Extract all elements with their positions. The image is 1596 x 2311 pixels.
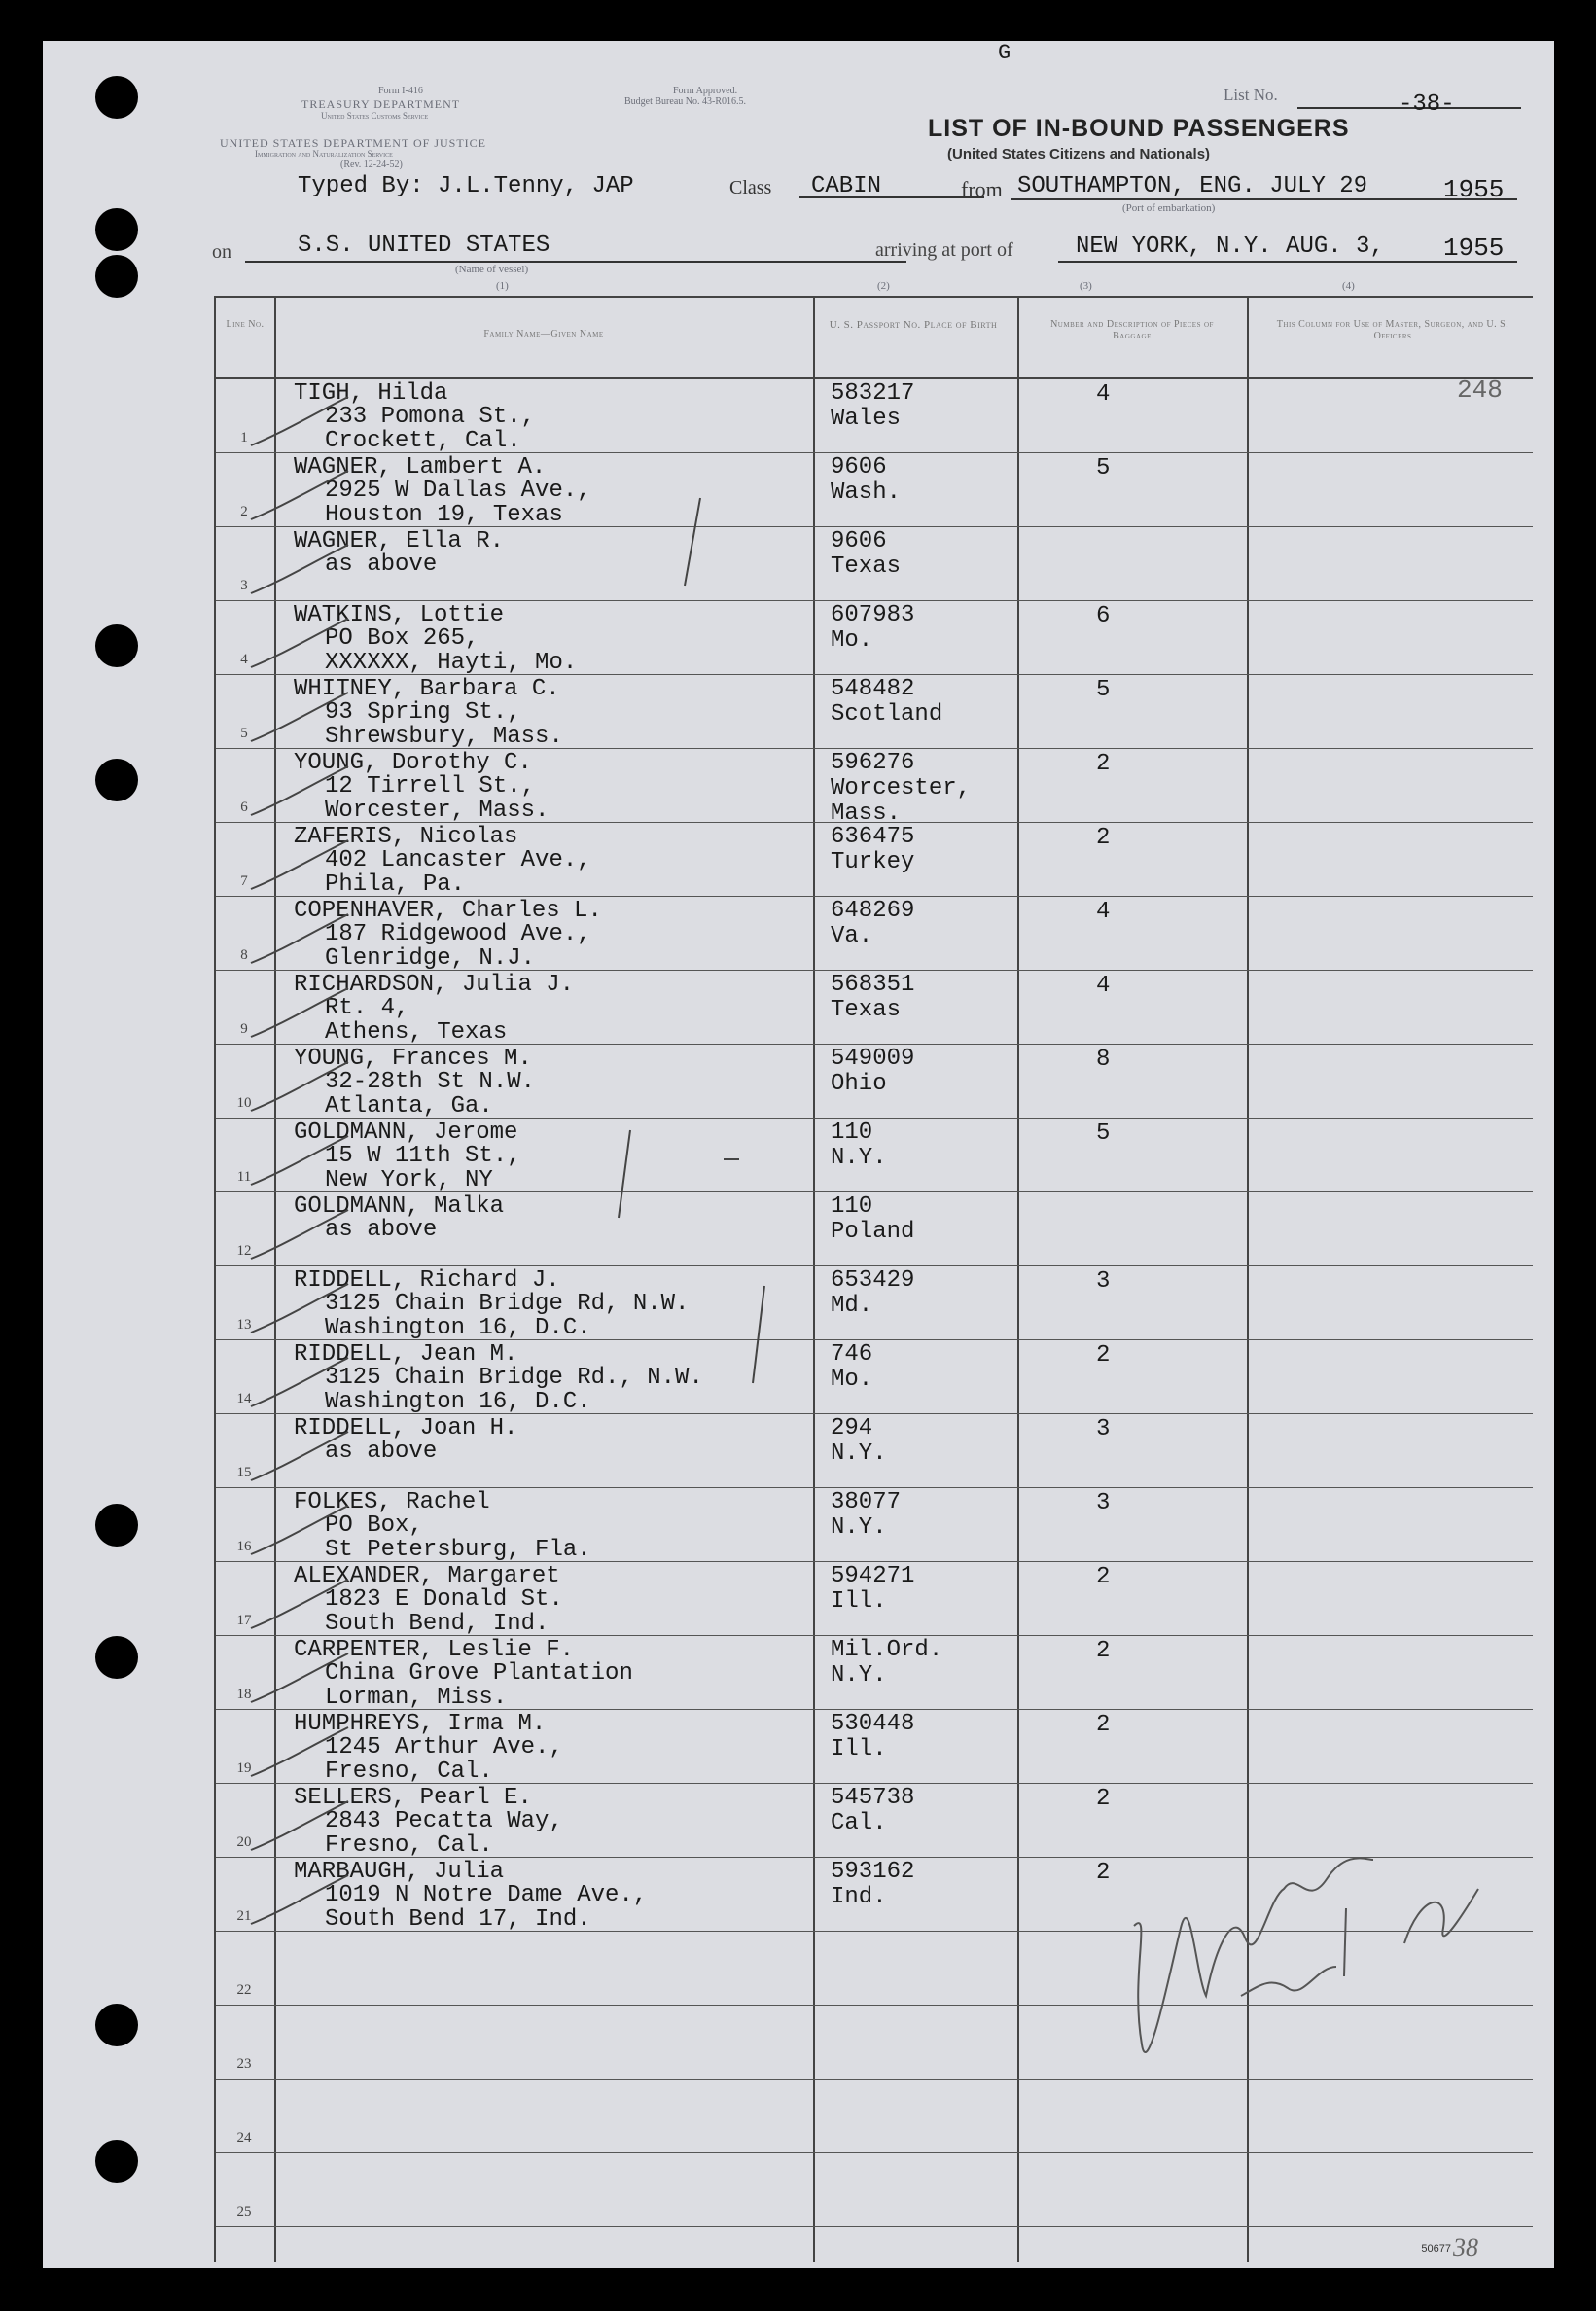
binder-hole <box>95 2004 138 2046</box>
address-line-1: as above <box>325 551 438 578</box>
place-of-birth: Mo. <box>831 1367 873 1393</box>
passport-number: 110 <box>831 1193 873 1220</box>
address-line-2: South Bend, Ind. <box>325 1611 550 1637</box>
passenger-name: ZAFERIS, Nicolas <box>294 824 518 850</box>
passport-number: 653429 <box>831 1267 915 1294</box>
line-number: 11 <box>236 1169 252 1185</box>
address-line-2: Fresno, Cal. <box>325 1832 493 1859</box>
department-of-justice: UNITED STATES DEPARTMENT OF JUSTICE <box>220 136 487 150</box>
passport-number: 549009 <box>831 1046 915 1072</box>
passenger-name: SELLERS, Pearl E. <box>294 1785 532 1811</box>
line-number: 25 <box>236 2204 252 2220</box>
address-line-1: 15 W 11th St., <box>325 1143 521 1169</box>
baggage-count: 2 <box>1096 1342 1111 1369</box>
passport-number: 583217 <box>831 380 915 407</box>
address-line-2: Washington 16, D.C. <box>325 1389 591 1415</box>
place-of-birth: Ohio <box>831 1071 887 1097</box>
line-number: 10 <box>236 1095 252 1111</box>
budget-bureau: Budget Bureau No. 43-R016.5. <box>624 96 746 107</box>
passport-number: 636475 <box>831 824 915 850</box>
passenger-name: COPENHAVER, Charles L. <box>294 898 602 924</box>
from-label: from <box>961 177 1003 201</box>
baggage-count: 3 <box>1096 1490 1111 1516</box>
address-line-1: 93 Spring St., <box>325 699 521 726</box>
binder-hole <box>95 2140 138 2183</box>
baggage-count: 3 <box>1096 1268 1111 1295</box>
passport-number: 607983 <box>831 602 915 628</box>
address-line-1: China Grove Plantation <box>325 1660 633 1687</box>
passport-number: 38077 <box>831 1489 902 1515</box>
place-of-birth: Cal. <box>831 1810 887 1836</box>
address-line-2: Crockett, Cal. <box>325 428 521 454</box>
passenger-name: GOLDMANN, Malka <box>294 1193 505 1220</box>
address-line-1: 3125 Chain Bridge Rd., N.W. <box>325 1365 703 1391</box>
passenger-name: FOLKES, Rachel <box>294 1489 490 1515</box>
col-header-officers: This Column for Use of Master, Surgeon, and U. S. Officers <box>1276 319 1509 341</box>
passenger-name: WAGNER, Ella R. <box>294 528 505 554</box>
address-line-1: 3125 Chain Bridge Rd, N.W. <box>325 1291 690 1317</box>
col-header-line: Line No. <box>226 319 265 330</box>
baggage-count: 2 <box>1096 1712 1111 1738</box>
address-line-1: 2843 Pecatta Way, <box>325 1808 563 1834</box>
passenger-name: ALEXANDER, Margaret <box>294 1563 560 1589</box>
form-number: Form I-416 <box>378 86 423 96</box>
passport-number: 648269 <box>831 898 915 924</box>
on-label: on <box>212 241 231 263</box>
address-line-1: 402 Lancaster Ave., <box>325 847 591 873</box>
baggage-count: 3 <box>1096 1416 1111 1442</box>
passenger-name: RIDDELL, Joan H. <box>294 1415 518 1441</box>
passenger-name: HUMPHREYS, Irma M. <box>294 1711 547 1737</box>
line-number: 4 <box>240 652 248 667</box>
place-of-birth: Ind. <box>831 1884 887 1910</box>
line-number: 3 <box>240 578 248 593</box>
typed-by: Typed By: J.L.Tenny, JAP <box>298 173 634 199</box>
class-value: CABIN <box>811 173 882 199</box>
form-approved: Form Approved. <box>673 86 738 96</box>
baggage-count: 4 <box>1096 973 1111 999</box>
baggage-count: 8 <box>1096 1047 1111 1073</box>
binder-hole <box>95 76 138 119</box>
place-of-birth: Worcester, <box>831 775 972 801</box>
passport-number: 548482 <box>831 676 915 702</box>
passenger-name: WHITNEY, Barbara C. <box>294 676 560 702</box>
verification-marks <box>619 498 764 1383</box>
binder-hole <box>95 208 138 251</box>
baggage-count: 5 <box>1096 1120 1111 1147</box>
baggage-count: 4 <box>1096 899 1111 925</box>
passenger-name: RIDDELL, Jean M. <box>294 1341 518 1368</box>
address-line-1: Rt. 4, <box>325 995 409 1021</box>
place-of-birth: N.Y. <box>831 1662 887 1689</box>
address-line-1: 233 Pomona St., <box>325 404 536 430</box>
place-of-birth: Va. <box>831 923 873 949</box>
line-number: 6 <box>240 800 248 815</box>
embarkation-year: 1955 <box>1443 175 1505 204</box>
vessel-caption: (Name of vessel) <box>455 264 529 275</box>
passenger-name: MARBAUGH, Julia <box>294 1859 505 1885</box>
officer-note: 248 <box>1457 375 1503 405</box>
revision-date: (Rev. 12-24-52) <box>340 160 403 170</box>
passenger-name: RICHARDSON, Julia J. <box>294 972 575 998</box>
place-of-birth: Wash. <box>831 480 902 506</box>
passenger-name: WAGNER, Lambert A. <box>294 454 547 480</box>
passport-number: 530448 <box>831 1711 915 1737</box>
place-of-birth: Ill. <box>831 1588 887 1615</box>
place-of-birth: Poland <box>831 1219 915 1245</box>
list-number: -38- <box>1399 91 1455 118</box>
address-line-1: as above <box>325 1439 438 1465</box>
col-4-number: (4) <box>1342 280 1355 292</box>
baggage-count: 2 <box>1096 1564 1111 1590</box>
binder-hole <box>95 624 138 667</box>
line-number: 13 <box>236 1317 252 1333</box>
address-line-1: 12 Tirrell St., <box>325 773 536 800</box>
passport-number: 746 <box>831 1341 873 1368</box>
arriving-label: arriving at port of <box>875 239 1013 261</box>
baggage-count: 6 <box>1096 603 1111 629</box>
line-number: 16 <box>236 1539 252 1554</box>
passport-number: 294 <box>831 1415 873 1441</box>
address-line-1: as above <box>325 1217 438 1243</box>
line-number: 5 <box>240 726 248 741</box>
address-line-2: Shrewsbury, Mass. <box>325 724 563 750</box>
line-number: 18 <box>236 1687 252 1702</box>
passenger-name: YOUNG, Frances M. <box>294 1046 532 1072</box>
address-line-1: 187 Ridgewood Ave., <box>325 921 591 947</box>
line-number: 8 <box>240 947 248 963</box>
line-number: 19 <box>236 1760 252 1776</box>
place-of-birth: N.Y. <box>831 1514 887 1541</box>
baggage-count: 2 <box>1096 1638 1111 1664</box>
baggage-count: 2 <box>1096 1860 1111 1886</box>
passenger-name: CARPENTER, Leslie F. <box>294 1637 575 1663</box>
line-number: 21 <box>236 1908 252 1924</box>
address-line-1: 32-28th St N.W. <box>325 1069 536 1095</box>
place-of-birth: Md. <box>831 1293 873 1319</box>
address-line-2: Fresno, Cal. <box>325 1759 493 1785</box>
address-line-1: 1245 Arthur Ave., <box>325 1734 563 1760</box>
col-header-passport: U. S. Passport No. Place of Birth <box>829 319 998 331</box>
place-of-birth: Scotland <box>831 701 943 728</box>
baggage-count: 5 <box>1096 677 1111 703</box>
line-number: 2 <box>240 504 248 519</box>
address-line-2: Glenridge, N.J. <box>325 945 536 972</box>
col-header-name: Family Name—Given Name <box>483 329 604 339</box>
place-of-birth-cont: Mass. <box>831 800 902 827</box>
treasury-department: TREASURY DEPARTMENT <box>301 97 461 111</box>
place-of-birth: N.Y. <box>831 1440 887 1467</box>
passport-number: 545738 <box>831 1785 915 1811</box>
place-of-birth: Turkey <box>831 849 915 875</box>
address-line-2: Athens, Texas <box>325 1019 508 1046</box>
list-no-label: List No. <box>1224 86 1278 104</box>
line-number: 15 <box>236 1465 252 1480</box>
line-number: 7 <box>240 873 248 889</box>
class-label: Class <box>729 177 772 198</box>
port-caption: (Port of embarkation) <box>1122 202 1216 214</box>
vessel-name: S.S. UNITED STATES <box>298 232 550 259</box>
address-line-2: South Bend 17, Ind. <box>325 1906 591 1933</box>
line-number: 24 <box>236 2130 252 2146</box>
passport-number: 593162 <box>831 1859 915 1885</box>
passport-number: 594271 <box>831 1563 915 1589</box>
passport-number: 9606 <box>831 528 887 554</box>
passenger-name: RIDDELL, Richard J. <box>294 1267 560 1294</box>
immigration-service: Immigration and Naturalization Service <box>255 149 393 159</box>
passenger-name: TIGH, Hilda <box>294 380 448 407</box>
address-line-1: PO Box 265, <box>325 625 479 652</box>
baggage-count: 5 <box>1096 455 1111 481</box>
address-line-2: Washington 16, D.C. <box>325 1315 591 1341</box>
inspector-signature <box>1134 1858 1478 2052</box>
baggage-count: 2 <box>1096 825 1111 851</box>
customs-service: United States Customs Service <box>321 111 429 121</box>
place-of-birth: Texas <box>831 553 902 580</box>
place-of-birth: Wales <box>831 406 902 432</box>
line-number: 12 <box>236 1243 252 1259</box>
line-number: 9 <box>240 1021 248 1037</box>
baggage-count: 2 <box>1096 751 1111 777</box>
port-of-embarkation: SOUTHAMPTON, ENG. JULY 29 <box>1017 173 1368 199</box>
address-line-2: Phila, Pa. <box>325 871 466 898</box>
top-mark: G <box>998 41 1011 65</box>
baggage-count: 2 <box>1096 1786 1111 1812</box>
col-1-number: (1) <box>496 280 509 292</box>
line-number: 22 <box>236 1982 252 1998</box>
address-line-1: 1019 N Notre Dame Ave., <box>325 1882 648 1908</box>
line-number: 17 <box>236 1613 252 1628</box>
line-number: 23 <box>236 2056 252 2072</box>
passport-number: 596276 <box>831 750 915 776</box>
passport-number: 568351 <box>831 972 915 998</box>
line-number: 1 <box>240 430 248 445</box>
address-line-2: Houston 19, Texas <box>325 502 563 528</box>
handwriting-overlay <box>43 41 1554 2268</box>
address-line-2: New York, NY <box>325 1167 493 1193</box>
col-3-number: (3) <box>1080 280 1092 292</box>
passenger-name: YOUNG, Dorothy C. <box>294 750 532 776</box>
address-line-2: St Petersburg, Fla. <box>325 1537 591 1563</box>
line-number: 14 <box>236 1391 252 1406</box>
passport-number: Mil.Ord. <box>831 1637 943 1663</box>
form-title: LIST OF IN-BOUND PASSENGERS <box>928 115 1350 142</box>
address-line-1: 2925 W Dallas Ave., <box>325 478 591 504</box>
place-of-birth: Texas <box>831 997 902 1023</box>
address-line-2: XXXXXX, Hayti, Mo. <box>325 650 578 676</box>
address-line-2: Worcester, Mass. <box>325 798 550 824</box>
passport-number: 110 <box>831 1120 873 1146</box>
place-of-birth: Mo. <box>831 627 873 654</box>
baggage-count: 4 <box>1096 381 1111 408</box>
col-2-number: (2) <box>877 280 890 292</box>
port-of-arrival: NEW YORK, N.Y. AUG. 3, <box>1076 233 1384 260</box>
passport-number: 9606 <box>831 454 887 480</box>
line-number: 20 <box>236 1834 252 1850</box>
address-line-1: PO Box, <box>325 1512 423 1539</box>
passenger-name: GOLDMANN, Jerome <box>294 1120 518 1146</box>
binder-hole <box>95 255 138 298</box>
footer-code: 50677 <box>1421 2243 1451 2255</box>
place-of-birth: Ill. <box>831 1736 887 1762</box>
place-of-birth: N.Y. <box>831 1145 887 1171</box>
passenger-name: WATKINS, Lottie <box>294 602 505 628</box>
address-line-2: Atlanta, Ga. <box>325 1093 493 1120</box>
binder-hole <box>95 1636 138 1679</box>
arrival-year: 1955 <box>1443 233 1505 263</box>
manifest-page <box>43 41 1554 2268</box>
col-header-baggage: Number and Description of Pieces of Baggage <box>1050 319 1214 341</box>
address-line-2: Lorman, Miss. <box>325 1685 508 1711</box>
footer-page-number: 38 <box>1453 2233 1478 2261</box>
address-line-1: 1823 E Donald St. <box>325 1586 563 1613</box>
binder-hole <box>95 1504 138 1547</box>
form-subtitle: (United States Citizens and Nationals) <box>947 146 1211 162</box>
binder-hole <box>95 759 138 801</box>
